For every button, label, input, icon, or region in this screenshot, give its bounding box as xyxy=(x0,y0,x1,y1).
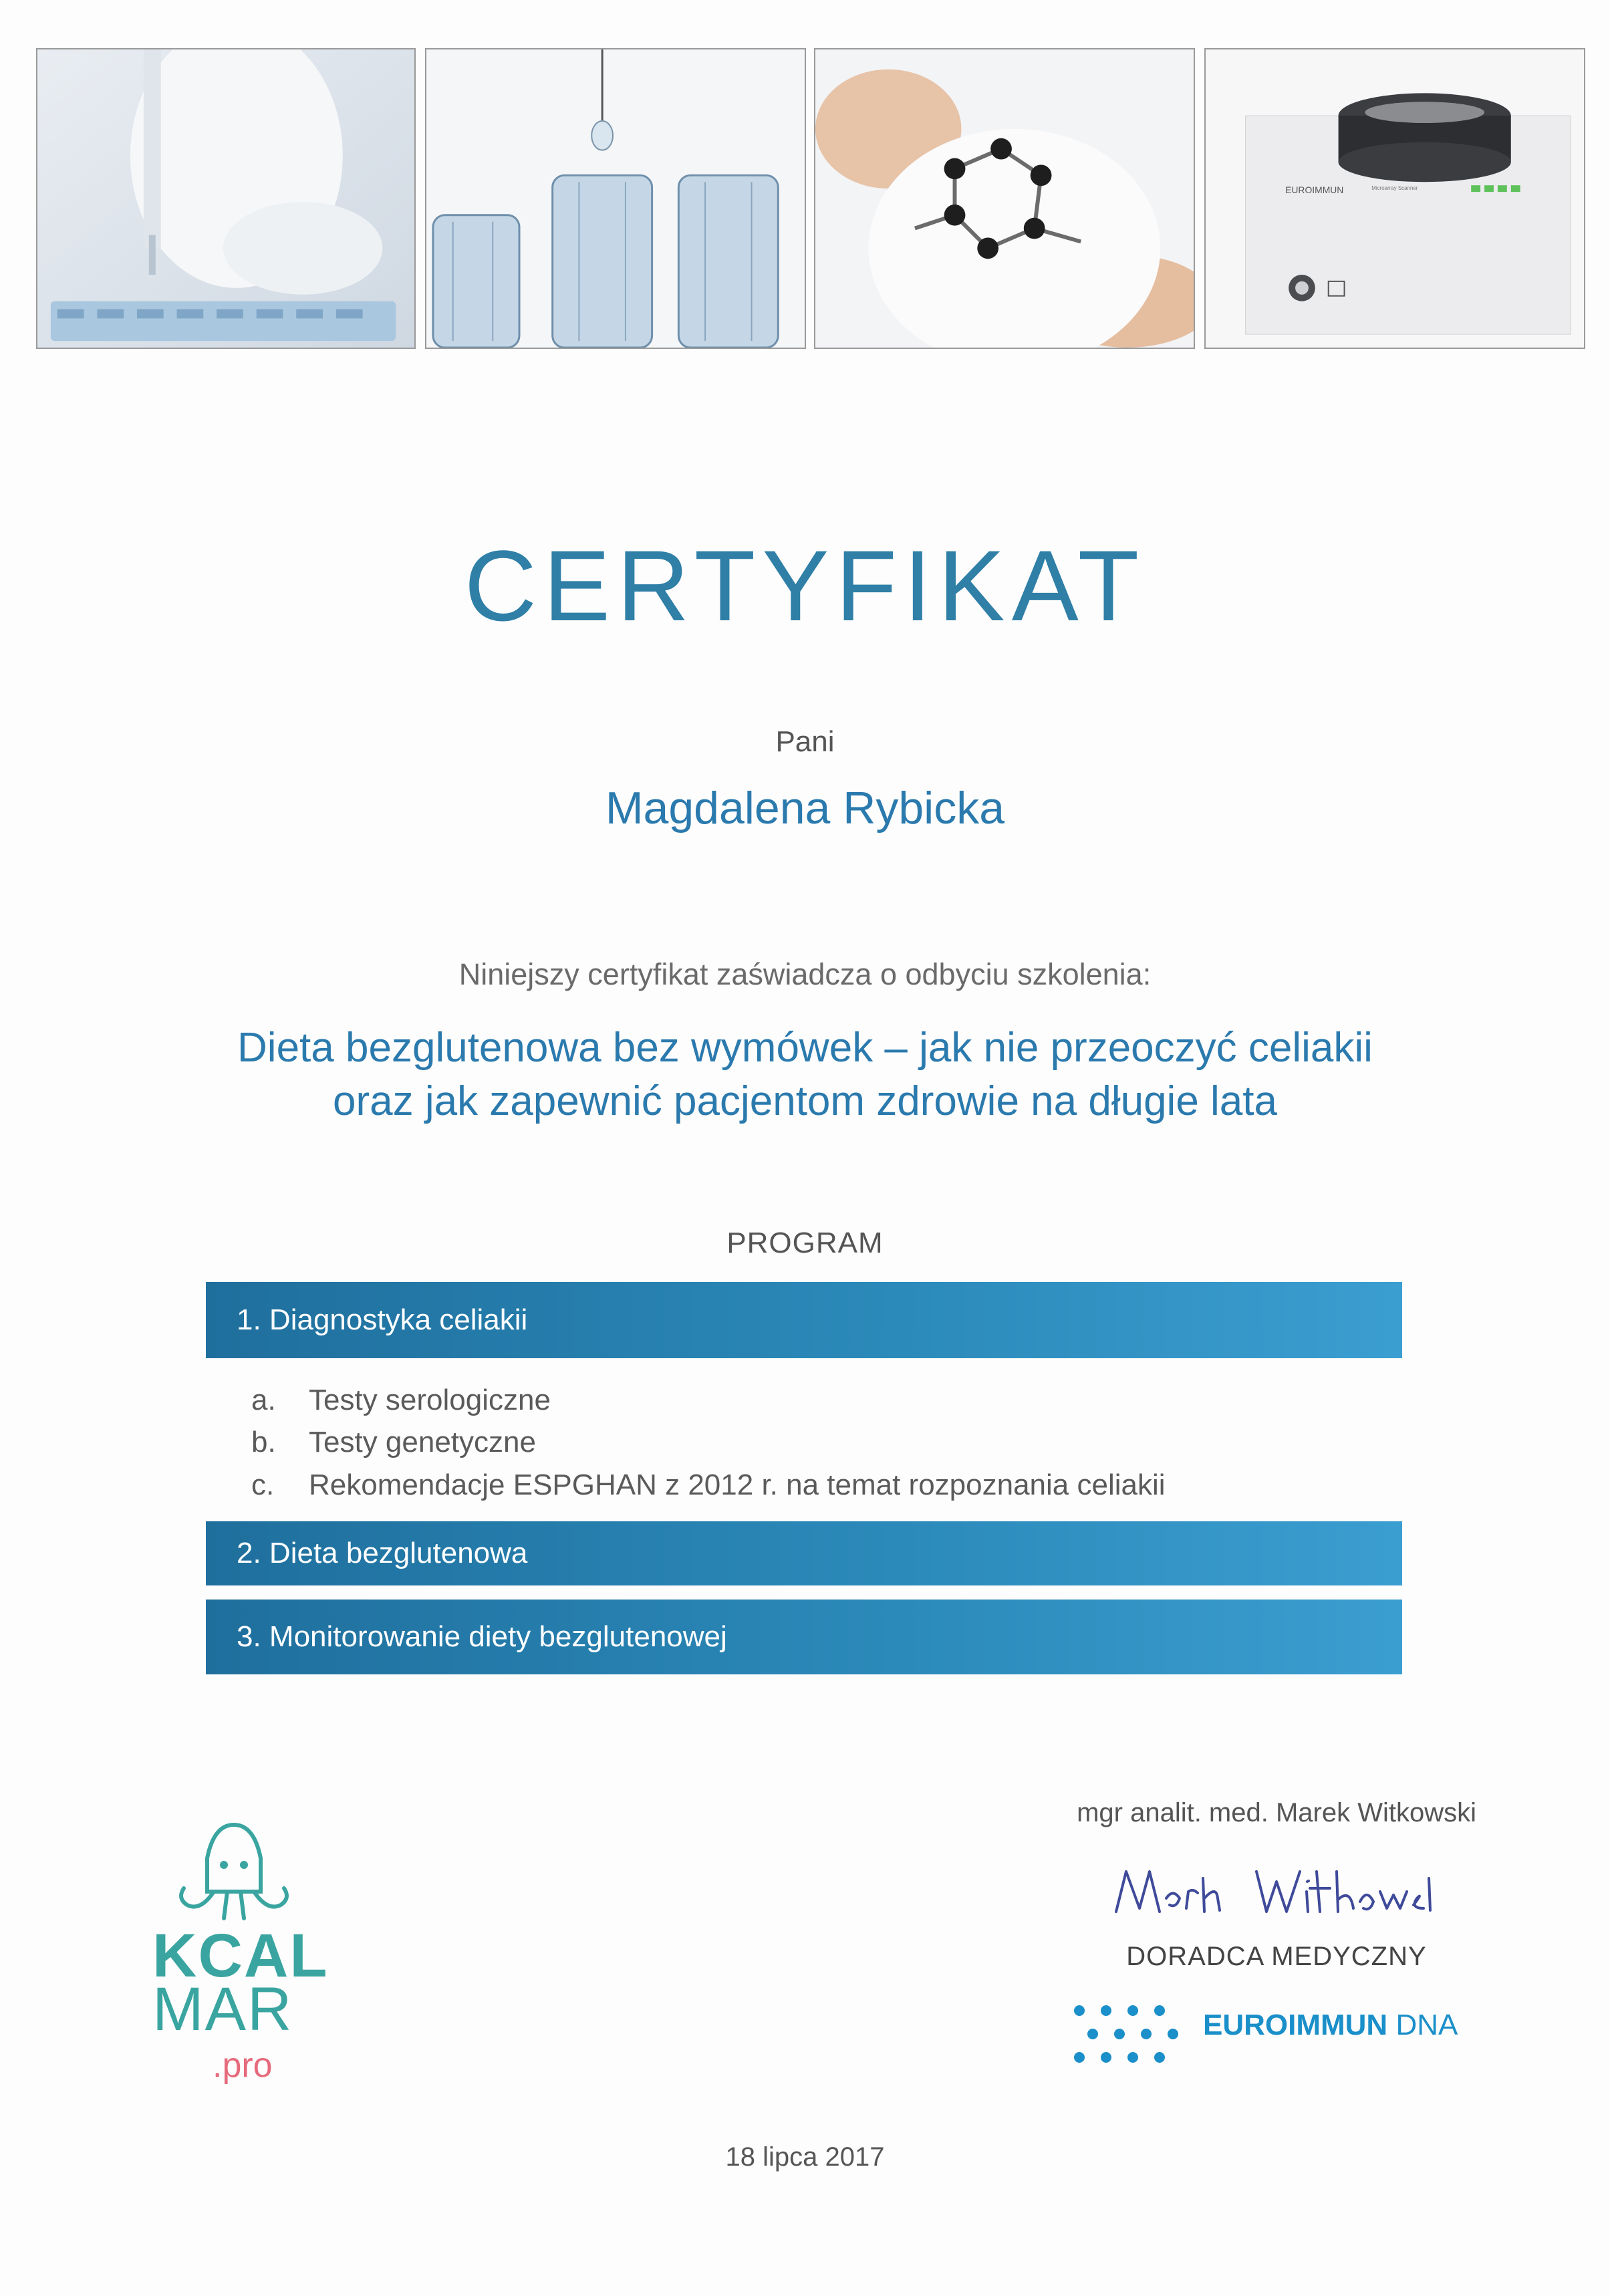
euroimmun-logo-light: DNA xyxy=(1395,2009,1458,2041)
signer-role: DORADCA MEDYCZNY xyxy=(1126,1942,1427,1971)
program-subitem-c xyxy=(251,1469,1166,1502)
subitem-letter: a. xyxy=(251,1384,276,1416)
program-section-2: 2. Dieta bezglutenowa xyxy=(206,1521,1402,1585)
lab-pipette-photo xyxy=(36,48,416,349)
handwritten-signature xyxy=(1109,1852,1444,1932)
euroimmun-dots-icon xyxy=(1069,1997,1190,2071)
euroimmun-logo-text xyxy=(1203,2009,1458,2042)
microarray-scanner-photo xyxy=(1204,48,1585,349)
certificate-date: 18 lipca 2017 xyxy=(725,2142,885,2172)
scanner-brand-label: EUROIMMUN xyxy=(1285,184,1344,196)
kcalmar-logo-line-3: .pro xyxy=(213,2046,273,2085)
course-title xyxy=(0,1021,1610,1128)
program-subitem-a xyxy=(251,1384,551,1417)
kcalmar-logo-line-2: MAR xyxy=(152,1975,293,2043)
intro-text: Niniejszy certyfikat zaświadcza o odbyciu szkolenia: xyxy=(458,957,1152,991)
course-title-line-2: oraz jak zapewnić pacjentom zdrowie na długie lata xyxy=(332,1078,1277,1124)
recipient-name: Magdalena Rybicka xyxy=(605,783,1005,834)
subitem-text: Testy serologiczne xyxy=(309,1384,551,1416)
test-tubes-photo xyxy=(425,48,806,349)
molecule-model-photo xyxy=(814,48,1195,349)
program-section-3: 3. Monitorowanie diety bezglutenowej xyxy=(206,1600,1402,1674)
subitem-text: Rekomendacje ESPGHAN z 2012 r. na temat rozpoznania celiakii xyxy=(309,1469,1166,1501)
scanner-model-label: Microarray Scanner xyxy=(1371,185,1418,192)
certificate-title: CERTYFIKAT xyxy=(464,529,1146,642)
euroimmun-logo-bold: EUROIMMUN xyxy=(1203,2009,1388,2041)
program-section-1: 1. Diagnostyka celiakii xyxy=(206,1282,1402,1358)
salutation: Pani xyxy=(775,725,835,758)
signer-name: mgr analit. med. Marek Witkowski xyxy=(1077,1798,1476,1827)
program-heading: PROGRAM xyxy=(726,1227,884,1259)
subitem-letter: b. xyxy=(251,1426,276,1458)
kcalmar-logo-line-1: KCAL xyxy=(152,1922,329,1990)
course-title-line-1: Dieta bezglutenowa bez wymówek – jak nie przeoczyć celiakii xyxy=(237,1025,1373,1071)
subitem-text: Testy genetyczne xyxy=(309,1426,536,1458)
program-subitem-b xyxy=(251,1426,536,1459)
subitem-letter: c. xyxy=(251,1469,275,1501)
